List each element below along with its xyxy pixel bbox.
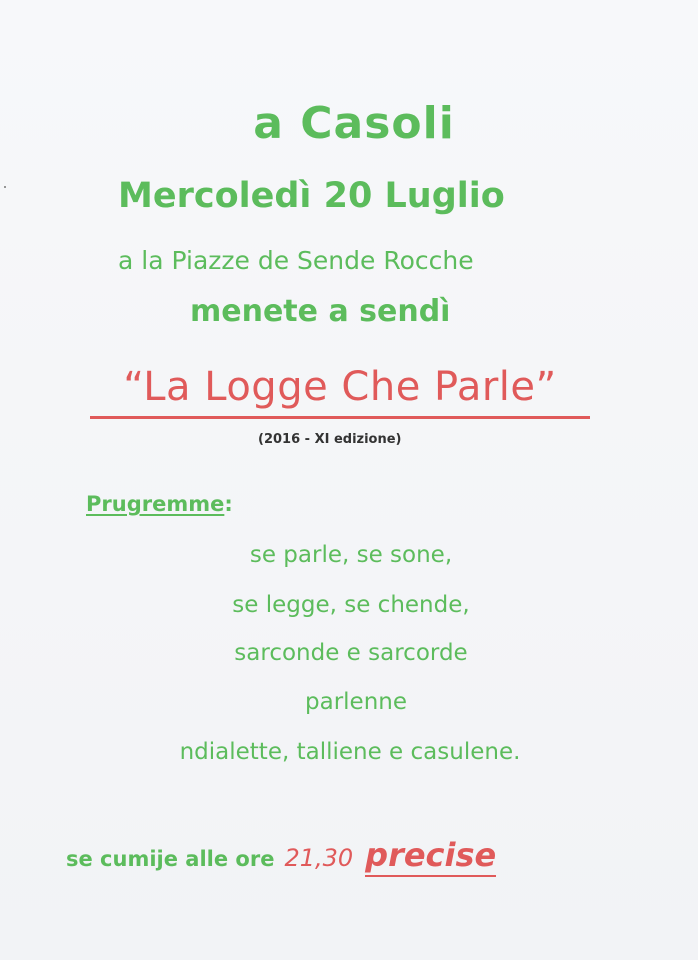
program-label-text: Prugremme bbox=[86, 492, 225, 516]
event-place: a la Piazze de Sende Rocche bbox=[118, 246, 474, 275]
event-title: “La Logge Che Parle” bbox=[90, 364, 590, 419]
event-date: Mercoledì 20 Luglio bbox=[118, 176, 505, 216]
paper-speck bbox=[4, 186, 6, 188]
program-label bbox=[86, 492, 233, 516]
start-time-line bbox=[66, 836, 496, 874]
edition-note: (2016 - XI edizione) bbox=[258, 432, 402, 447]
start-time-emphasis: precise bbox=[365, 836, 496, 877]
program-line: se parle, se sone, bbox=[249, 542, 453, 568]
program-line: parlenne bbox=[305, 689, 407, 715]
invite-line: menete a sendì bbox=[190, 294, 451, 329]
location-heading: a Casoli bbox=[253, 98, 455, 149]
program-line: ndialette, talliene e casulene. bbox=[179, 739, 521, 765]
start-time-text: se cumije alle ore bbox=[66, 847, 275, 871]
start-time-value: 21,30 bbox=[284, 844, 354, 872]
program-line: sarconde e sarcorde bbox=[234, 640, 468, 666]
program-line: se legge, se chende, bbox=[232, 592, 470, 618]
program-label-colon: : bbox=[224, 492, 233, 516]
